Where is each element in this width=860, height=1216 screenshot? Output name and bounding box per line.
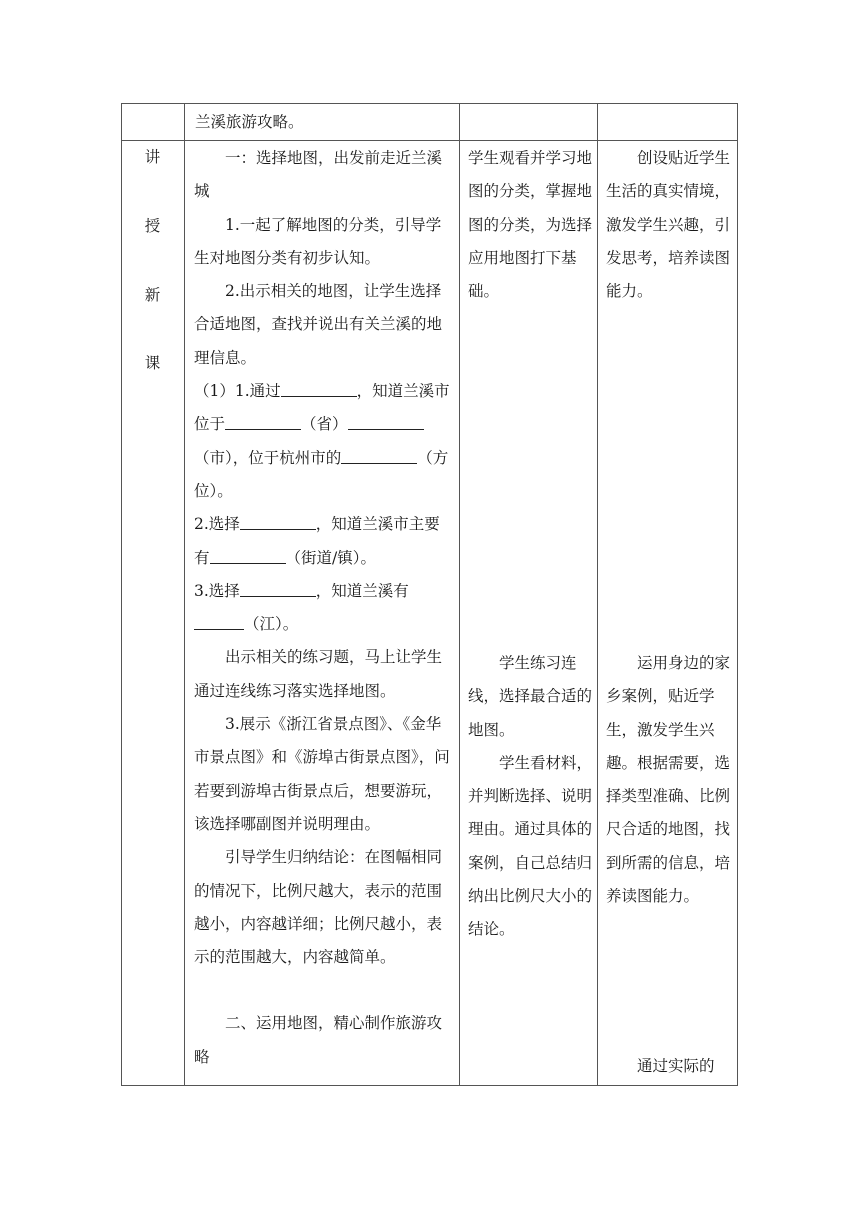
design-intent-column-3 [606,1050,730,1083]
question-text: 2.选择 [194,515,240,534]
question-text: （江）。 [244,615,299,634]
column-divider [597,103,598,1086]
student-activity-3: 学生看材料，并判断选择、说明理由。通过具体的案例，自己总结归纳出比例尺大小的结论。 [468,753,593,939]
question-text: ，知道兰溪市主要有 [194,515,440,567]
answer-blank [341,447,417,464]
question-text: ，知道兰溪有 [315,581,409,600]
first-row-text: 兰溪旅游攻略。 [195,113,304,131]
column-divider [184,103,185,1086]
section-label-char: 讲 [144,148,161,166]
design-intent-column-2 [606,647,730,913]
step-1: 1.一起了解地图的分类，引导学生对地图分类有初步认知。 [194,215,442,267]
column-divider [459,103,460,1086]
question-text: ，知道兰溪市位于 [194,382,450,434]
answer-blank [348,413,424,430]
question-text: （1）1.通过 [194,382,281,401]
table-border-bottom [121,1085,738,1086]
question-1 [194,375,451,508]
question-text: （方位）。 [194,448,449,500]
teacher-activity-column [194,142,451,1074]
answer-blank [281,380,357,397]
answer-blank [210,547,286,564]
question-text: （省） [301,415,348,434]
student-activity-1: 学生观看并学习地图的分类，掌握地图的分类，为选择应用地图打下基础。 [468,149,593,301]
answer-blank [240,513,316,530]
section-label-char: 授 [144,217,161,235]
spacer [194,974,451,1007]
design-intent-1: 创设贴近学生生活的真实情境，激发学生兴趣，引发思考，培养读图能力。 [606,149,731,301]
table-border-top [121,103,738,104]
question-text: 3.选择 [194,581,240,600]
answer-blank [194,613,244,630]
answer-blank [240,580,316,597]
step-2: 2.出示相关的地图，让学生选择合适地图，查找并说出有关兰溪的地理信息。 [194,282,443,367]
row-divider [121,140,738,141]
design-intent-column [606,142,730,308]
question-text: （街道/镇）。 [285,548,376,567]
design-intent-3: 通过实际的 [637,1057,715,1075]
practice-instruction: 出示相关的练习题，马上让学生通过连线练习落实选择地图。 [194,648,443,700]
first-row-content [195,106,450,139]
table-border-left [121,103,122,1086]
conclusion: 引导学生归纳结论：在图幅相同的情况下，比例尺越大，表示的范围越小，内容越详细；比例尺越小，表示的范围越大，内容越简单。 [194,848,443,967]
part1-title: 一：选择地图，出发前走近兰溪城 [194,149,443,201]
student-activity-2: 学生练习连线，选择最合适的地图。 [468,654,593,739]
step-3: 3.展示《浙江省景点图》、《金华市景点图》和《游埠古街景点图》，问若要到游埠古街景点后，想要游玩，该选择哪副图并说明理由。 [194,715,450,833]
answer-blank [225,413,301,430]
question-3 [194,575,451,642]
question-text: （市），位于杭州市的 [194,448,342,467]
part2-title: 二、运用地图，精心制作旅游攻略 [194,1014,443,1066]
table-border-right [737,103,738,1086]
student-activity-column-2 [468,647,592,947]
design-intent-2: 运用身边的家乡案例，贴近学生，激发学生兴趣。根据需要，选择类型准确、比例尺合适的地图，找到所需的信息，培养读图能力。 [606,654,731,906]
section-label-char: 新 [144,286,161,304]
student-activity-column [468,142,592,308]
section-label-char: 课 [144,354,161,372]
lesson-plan-table [121,103,738,1086]
question-2 [194,508,451,575]
